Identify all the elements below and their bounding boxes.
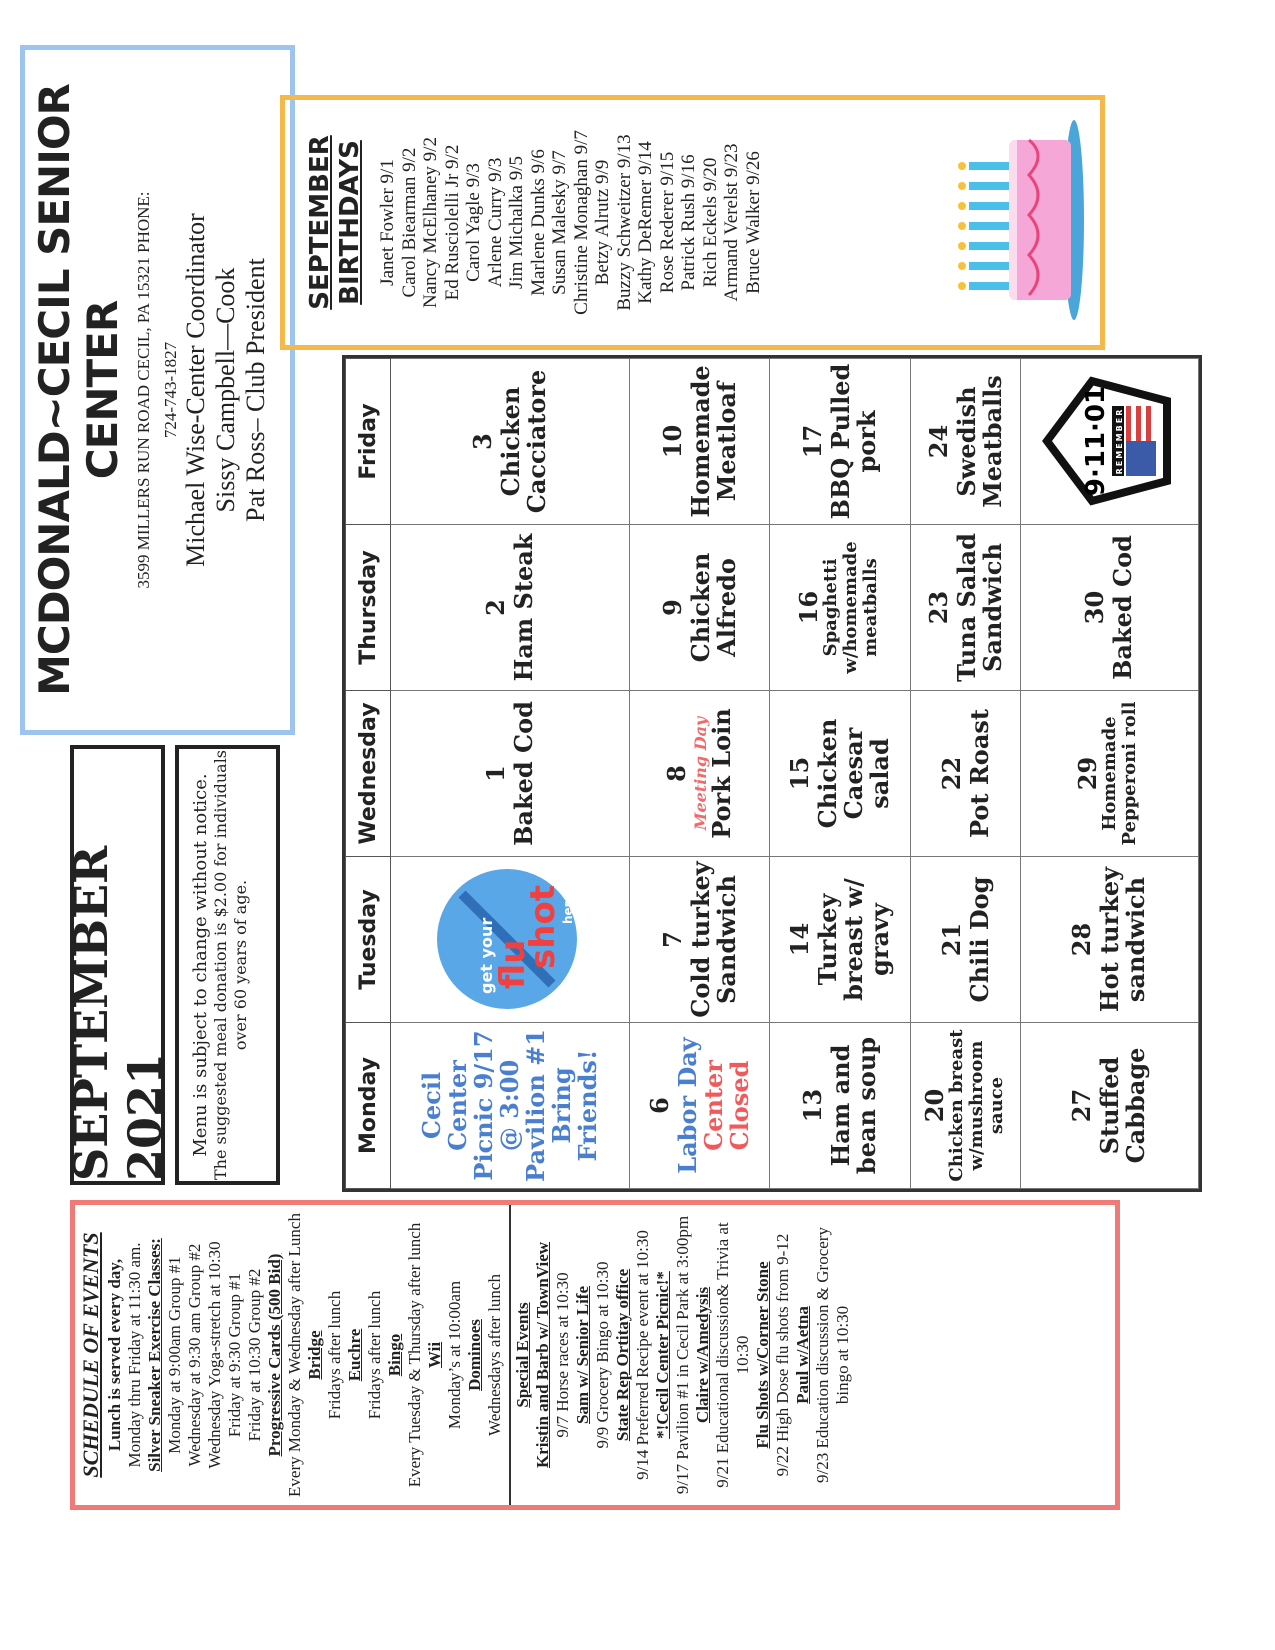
month-title: SEPTEMBER 2021 <box>70 745 165 1185</box>
notice-line-1: Menu is subject to change without notice. <box>190 773 211 1157</box>
activity-detail: Friday at 10:30 Group #2 <box>245 1268 264 1442</box>
calendar-day-cell <box>629 857 770 1023</box>
day-number: 27 <box>1067 1088 1097 1123</box>
birthdays-panel <box>280 95 1105 350</box>
birthday-item: Carol Biearman 9/2 <box>398 147 420 298</box>
calendar-table <box>345 358 1199 1189</box>
meal-name: Cold turkey Sandwich <box>685 861 741 1018</box>
center-address: 3599 MILLERS RUN ROAD CECIL, PA 15321 PHONE: <box>134 191 153 589</box>
meal-name: Swedish Meatballs <box>951 375 1007 508</box>
day-number: 13 <box>798 1088 828 1123</box>
special-events-list <box>533 1209 853 1501</box>
calendar-day-cell <box>391 1023 630 1189</box>
special-event-heading: State Rep Ortitay office <box>613 1268 632 1442</box>
special-event-heading: Flu Shots w/Corner Stone <box>753 1261 772 1449</box>
menu-calendar <box>342 355 1202 1192</box>
birthday-item: Buzzy Schweitzer 9/13 <box>613 134 635 311</box>
calendar-day-cell <box>911 359 1021 525</box>
activity-heading: Dominoes <box>465 1319 484 1391</box>
birthday-cake-icon <box>934 115 1084 325</box>
birthday-item: Betzy Alrutz 9/9 <box>592 159 613 286</box>
activity-detail: Monday’s at 10:00am <box>445 1280 464 1430</box>
day-number: 20 <box>919 1088 949 1123</box>
calendar-week-row <box>391 359 630 1189</box>
weekday-monday: Monday <box>346 1023 391 1189</box>
activity-detail: Monday at 9:00am Group #1 <box>165 1256 184 1454</box>
calendar-week-row <box>629 359 770 1189</box>
calendar-day-cell <box>911 691 1021 857</box>
svg-text:REMEMBER: REMEMBER <box>1114 408 1124 475</box>
activity-heading: Bridge <box>305 1330 324 1380</box>
flu-shot-icon <box>432 865 582 1015</box>
calendar-day-cell <box>1020 359 1198 525</box>
menu-notice <box>175 745 280 1185</box>
staff-president: Pat Ross– Club President <box>241 258 270 522</box>
activity-detail: Wednesdays after lunch <box>485 1274 504 1436</box>
divider <box>509 1205 511 1505</box>
day-number: 9 <box>657 599 687 616</box>
meal-name: Chicken Alfredo <box>685 552 741 663</box>
birthday-item: Bruce Walker 9/26 <box>742 151 764 294</box>
calendar-day-cell <box>629 1023 770 1189</box>
day-number: 16 <box>794 590 824 625</box>
meal-name: Pork Loin <box>707 708 737 839</box>
special-event-detail: 9/17 Pavilion #1 in Cecil Park at 3:00pm <box>673 1215 692 1495</box>
schedule-title: SCHEDULE OF EVENTS <box>78 1232 103 1478</box>
closed-note: Center Closed <box>698 1060 754 1151</box>
special-event-detail: 9/7 Horse races at 10:30 <box>553 1272 572 1438</box>
day-number: 24 <box>923 424 953 459</box>
calendar-week-row <box>911 359 1021 1189</box>
day-number: 22 <box>936 756 966 791</box>
special-event-detail: 9/14 Preferred Recipe event at 10:30 <box>633 1230 652 1480</box>
activity-detail: Wednesday Yoga-stretch at 10:30 <box>205 1241 224 1469</box>
calendar-day-cell <box>770 857 911 1023</box>
activity-detail: Friday at 9:30 Group #1 <box>225 1272 244 1438</box>
calendar-day-cell <box>770 525 911 691</box>
calendar-day-cell <box>1020 1023 1198 1189</box>
svg-text:flu: flu <box>493 940 534 990</box>
day-number: 21 <box>936 922 966 957</box>
meal-name: Baked Cod <box>508 701 538 846</box>
calendar-day-cell <box>911 1023 1021 1189</box>
birthday-item: Marlene Dunks 9/6 <box>527 149 549 296</box>
calendar-day-cell <box>391 691 630 857</box>
center-phone: 724-743-1827 <box>161 341 180 439</box>
day-number: 14 <box>785 922 815 957</box>
svg-text:get your: get your <box>477 918 497 995</box>
lunch-notice: Lunch is served every day, <box>105 1258 124 1452</box>
weekday-header-row <box>346 359 391 1189</box>
day-number: 10 <box>657 424 687 459</box>
meal-name: Chicken Caesar salad <box>813 718 895 829</box>
meeting-day-note: Meeting Day <box>691 716 711 831</box>
birthday-item: Carol Yagle 9/3 <box>463 163 484 282</box>
meal-name: Homemade Pepperoni roll <box>1099 701 1141 846</box>
day-number: 28 <box>1067 922 1097 957</box>
remember-911-icon <box>1042 377 1172 507</box>
calendar-day-cell <box>911 525 1021 691</box>
special-events-title: Special Events <box>513 1302 532 1408</box>
day-number: 8 <box>662 765 692 782</box>
weekday-thursday: Thursday <box>346 525 391 691</box>
activity-detail: Fridays after lunch <box>325 1290 344 1420</box>
birthdays-title-1: SEPTEMBER <box>305 135 335 310</box>
activity-detail: Wednesday at 9:30 am Group #2 <box>185 1243 204 1467</box>
day-number: 17 <box>798 424 828 459</box>
activity-heading: Progressive Cards (500 Bid) <box>265 1253 284 1457</box>
calendar-day-cell <box>1020 525 1198 691</box>
schedule-of-events <box>70 1200 1120 1510</box>
special-event-detail: 9/21 Educational discussion& Trivia at 10:30 <box>713 1222 752 1488</box>
special-event-detail: 9/23 Education discussion & Grocery bingo at 10:30 <box>813 1227 852 1483</box>
weekday-friday: Friday <box>346 359 391 525</box>
day-number: 23 <box>923 590 953 625</box>
activity-heading: Silver Sneaker Exercise Classes: <box>145 1238 164 1472</box>
meal-name: Chicken Cacciatore <box>495 369 551 514</box>
center-header <box>20 45 295 735</box>
meal-name: Stuffed Cabbage <box>1095 1047 1151 1164</box>
birthday-item: Christine Monaghan 9/7 <box>570 130 592 315</box>
activity-detail: Fridays after lunch <box>365 1290 384 1420</box>
event-note: Cecil Center Picnic 9/17 @ 3:00 Pavilion #1 Bring Friends! <box>416 1029 602 1182</box>
meal-name: Chicken breast w/mushroom sauce <box>945 1029 1007 1182</box>
calendar-day-cell <box>770 1023 911 1189</box>
birthday-item: Jim Michalka 9/5 <box>506 156 527 289</box>
meal-name: Hot turkey sandwich <box>1095 866 1151 1013</box>
meal-name: Pot Roast <box>964 709 994 838</box>
svg-text:9·11·01: 9·11·01 <box>1080 386 1111 497</box>
day-number: 2 <box>480 599 510 616</box>
calendar-week-row <box>1020 359 1198 1189</box>
activity-list <box>145 1209 505 1501</box>
special-event-heading: Kristin and Barb w/ TownView <box>533 1241 552 1469</box>
activity-heading: Bingo <box>385 1333 404 1377</box>
birthday-item: Janet Fowler 9/1 <box>377 159 398 286</box>
birthday-item: Rich Eckels 9/20 <box>699 157 721 288</box>
calendar-day-cell <box>911 857 1021 1023</box>
day-number: 30 <box>1080 590 1110 625</box>
birthday-item: Kathy DeRemer 9/14 <box>635 141 656 304</box>
meal-name: Ham and bean soup <box>826 1036 882 1175</box>
activity-heading: Wii <box>425 1341 444 1369</box>
birthday-item: Ed Rusciolelli Jr 9/2 <box>441 144 463 301</box>
calendar-week-row <box>770 359 911 1189</box>
calendar-day-cell <box>770 359 911 525</box>
calendar-day-cell <box>1020 691 1198 857</box>
weekday-tuesday: Tuesday <box>346 857 391 1023</box>
special-event-heading: Sam w/ Senior Life <box>573 1285 592 1425</box>
birthday-item: Susan Malesky 9/7 <box>549 150 570 295</box>
birthday-item: Rose Rederer 9/15 <box>656 151 678 294</box>
day-number: 29 <box>1073 756 1103 791</box>
calendar-day-cell <box>629 359 770 525</box>
activity-detail: Every Tuesday & Thursday after lunch <box>405 1222 424 1488</box>
day-number: 7 <box>657 931 687 948</box>
meal-name: BBQ Pulled pork <box>826 363 882 520</box>
birthday-list <box>377 100 764 345</box>
notice-line-2: The suggested meal donation is $2.00 for individuals over 60 years of age. <box>211 749 250 1181</box>
special-event-detail: 9/22 High Dose flu shots from 9-12 <box>773 1233 792 1477</box>
special-event-detail: 9/9 Grocery Bingo at 10:30 <box>593 1261 612 1449</box>
birthday-item: Patrick Rush 9/16 <box>678 154 699 291</box>
birthday-item: Nancy McElhaney 9/2 <box>420 137 441 308</box>
day-number: 3 <box>467 433 497 450</box>
day-number: 6 <box>644 1097 674 1114</box>
day-number: 15 <box>785 756 815 791</box>
staff-coordinator: Michael Wise-Center Coordinator <box>181 213 210 567</box>
special-event-heading: Claire w/Amedysis <box>693 1286 712 1424</box>
calendar-day-cell <box>629 691 770 857</box>
meal-name: Spaghetti w/homemade meatballs <box>820 541 882 674</box>
calendar-day-cell <box>770 691 911 857</box>
calendar-day-cell <box>391 359 630 525</box>
special-event-heading: Paul w/Aetna <box>793 1306 812 1404</box>
birthday-item: Arlene Curry 9/3 <box>484 157 506 288</box>
center-name: MCDONALD~CECIL SENIOR CENTER <box>30 84 127 696</box>
svg-text:here!: here! <box>561 888 576 925</box>
meal-name: Homemade Meatloaf <box>685 365 741 518</box>
svg-text:shot: shot <box>523 885 564 970</box>
activity-detail: Every Monday & Wednesday after Lunch <box>285 1213 304 1497</box>
weekday-wednesday: Wednesday <box>346 691 391 857</box>
birthdays-title-2: BIRTHDAYS <box>335 140 365 305</box>
activity-heading: Euchre <box>345 1328 364 1382</box>
calendar-day-cell <box>391 525 630 691</box>
lunch-time: Monday thru Friday at 11:30 am. <box>125 1242 144 1468</box>
meal-name: Chili Dog <box>964 876 994 1003</box>
special-event-heading: *!Cecil Center Picnic!* <box>653 1271 672 1439</box>
calendar-day-cell <box>391 857 630 1023</box>
meal-name: Turkey breast w/ gravy <box>813 878 895 1001</box>
meal-name: Ham Steak <box>508 533 538 682</box>
birthday-item: Armand Verelst 9/23 <box>721 143 742 302</box>
event-note: Labor Day <box>672 1037 702 1174</box>
staff-cook: Sissy Campbell—Cook <box>211 267 240 513</box>
calendar-day-cell <box>1020 857 1198 1023</box>
meal-name: Tuna Salad Sandwich <box>951 533 1007 682</box>
meal-name: Baked Cod <box>1108 535 1138 680</box>
day-number: 1 <box>480 765 510 782</box>
calendar-day-cell <box>629 525 770 691</box>
